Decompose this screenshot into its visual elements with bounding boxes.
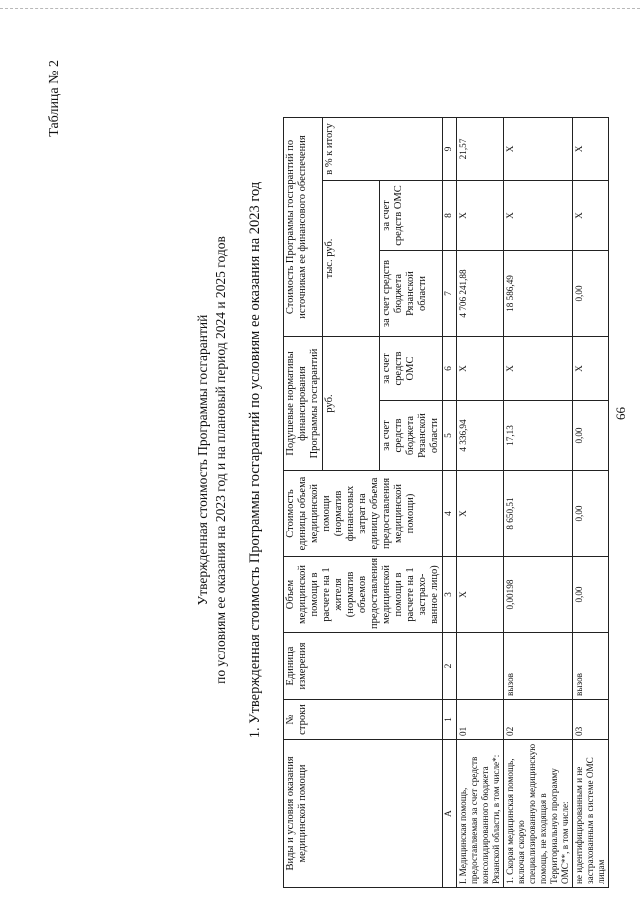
column-index: 8 bbox=[443, 180, 457, 250]
document-title-line1: Утвержденная стоимость Программы госгарантий bbox=[195, 314, 210, 606]
row-norm-oms: Х bbox=[457, 336, 504, 400]
header-cost-unit: тыс. руб. bbox=[323, 180, 380, 336]
header-per-capita-norms: Подушевые нормативы финансирования Программы госгарантий bbox=[284, 336, 323, 470]
column-index: 1 bbox=[443, 700, 457, 740]
row-cost-budget: 18 586,49 bbox=[504, 250, 573, 336]
row-unit-cost: Х bbox=[457, 471, 504, 557]
header-norm-oms: за счет средств ОМС bbox=[380, 336, 443, 400]
header-program-cost: Стоимость Программы госгарантий по источникам ее финансового обеспечения bbox=[284, 117, 323, 336]
row-volume: 0,00 bbox=[573, 557, 609, 633]
row-volume: 0,00198 bbox=[504, 557, 573, 633]
column-index: 2 bbox=[443, 633, 457, 700]
row-percent: Х bbox=[504, 117, 573, 180]
row-kind: 1. Скорая медицинская помощь, включая скорую специализированную медицинскую помощь, не входящая в Территориальную программу ОМС**, в том числе: bbox=[504, 740, 573, 888]
page-number: 66 bbox=[613, 407, 628, 420]
row-unit-cost: 0,00 bbox=[573, 471, 609, 557]
column-index: 3 bbox=[443, 557, 457, 633]
header-kind: Виды и условия оказания медицинской помощи bbox=[284, 740, 443, 888]
row-cost-oms: Х bbox=[504, 180, 573, 250]
row-unit: вызов bbox=[504, 633, 573, 700]
row-norm-oms: Х bbox=[573, 336, 609, 400]
row-kind: не идентифицированным и не застрахованным в системе ОМС лицам bbox=[573, 740, 609, 888]
row-number: 01 bbox=[457, 700, 504, 740]
header-norm-budget: за счет средств бюджета Рязанской области bbox=[380, 401, 443, 471]
header-percent: в % к итогу bbox=[323, 117, 443, 180]
rotated-page bbox=[45, 30, 630, 890]
row-cost-budget: 0,00 bbox=[573, 250, 609, 336]
table-row bbox=[573, 117, 609, 887]
header-unit-cost: Стоимость единицы объема медицинской помощи (норматив финансовых затрат на единицу объема предоставления медицинской помощи) bbox=[284, 471, 443, 557]
header-volume: Объем медицинской помощи в расчете на 1 жителя (норматив объемов предоставления медицинской помощи в расчете на 1 застрахо-ванное лицо) bbox=[284, 557, 443, 633]
column-index: А bbox=[443, 740, 457, 888]
table-row bbox=[504, 117, 573, 887]
header-cost-budget: за счет средств бюджета Рязанской области bbox=[380, 250, 443, 336]
row-volume: Х bbox=[457, 557, 504, 633]
row-cost-oms: Х bbox=[573, 180, 609, 250]
cost-table bbox=[283, 117, 609, 888]
row-norm-budget: 17,13 bbox=[504, 401, 573, 471]
column-index: 5 bbox=[443, 401, 457, 471]
header-row-number: № строки bbox=[284, 700, 443, 740]
column-index: 9 bbox=[443, 117, 457, 180]
row-unit bbox=[457, 633, 504, 700]
column-index: 7 bbox=[443, 250, 457, 336]
row-unit-cost: 8 650,51 bbox=[504, 471, 573, 557]
header-cost-oms: за счет средств ОМС bbox=[380, 180, 443, 250]
row-kind: I. Медицинская помощь, предоставляемая за счет средств консолидированного бюджета Рязанской области, в том числе*: bbox=[457, 740, 504, 888]
row-norm-budget: 4 336,94 bbox=[457, 401, 504, 471]
header-norms-unit: руб. bbox=[323, 336, 380, 470]
row-cost-oms: Х bbox=[457, 180, 504, 250]
row-cost-budget: 4 706 241,88 bbox=[457, 250, 504, 336]
row-number: 03 bbox=[573, 700, 609, 740]
row-percent: 21,57 bbox=[457, 117, 504, 180]
column-index: 6 bbox=[443, 336, 457, 400]
section-title: 1. Утвержденная стоимость Программы госгарантий по условиям ее оказания на 2023 год bbox=[247, 181, 263, 739]
column-index: 4 bbox=[443, 471, 457, 557]
table-label: Таблица № 2 bbox=[47, 60, 62, 137]
table-row bbox=[457, 117, 504, 887]
row-number: 02 bbox=[504, 700, 573, 740]
row-norm-budget: 0,00 bbox=[573, 401, 609, 471]
row-unit: вызов bbox=[573, 633, 609, 700]
row-norm-oms: Х bbox=[504, 336, 573, 400]
document-title-line2: по условиям ее оказания на 2023 год и на плановый период 2024 и 2025 годов bbox=[213, 236, 228, 684]
scan-border-line bbox=[0, 8, 640, 9]
row-percent: Х bbox=[573, 117, 609, 180]
header-unit: Единица измерения bbox=[284, 633, 443, 700]
